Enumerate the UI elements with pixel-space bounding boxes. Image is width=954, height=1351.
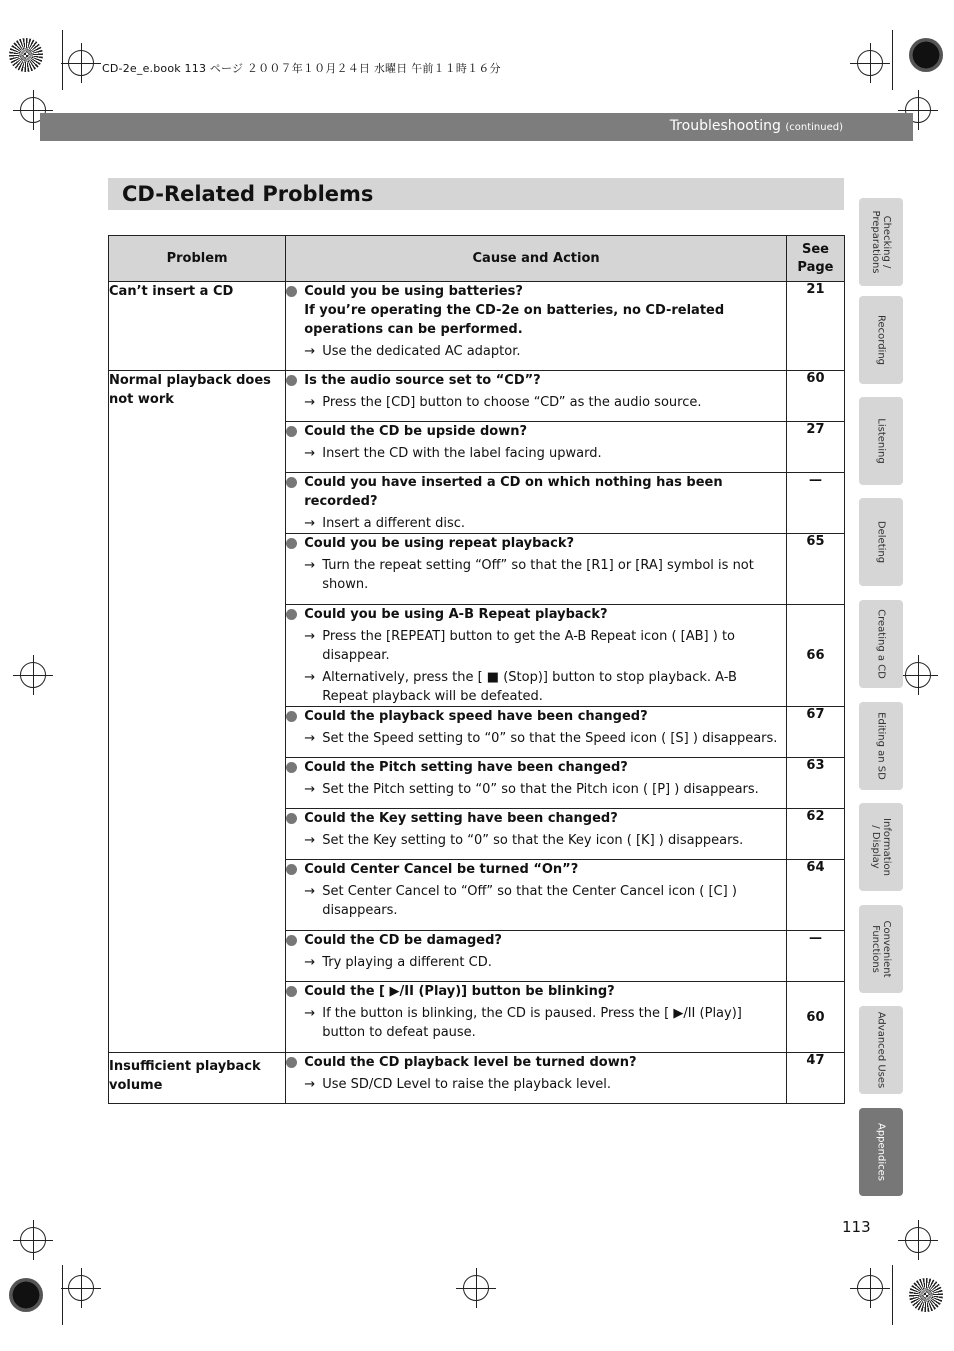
- section-title: CD-Related Problems: [108, 178, 844, 210]
- side-tab-appendices[interactable]: [859, 1108, 903, 1196]
- see-page-cell: 21: [786, 282, 844, 371]
- side-tab-label: Appendices: [875, 1122, 887, 1182]
- troubleshooting-table: [108, 235, 845, 1104]
- cause-action: → Insert a different disc.: [286, 514, 786, 533]
- problem-cell: Can’t insert a CD: [109, 282, 286, 371]
- cause-question: Could you be using repeat playback?: [286, 534, 786, 553]
- side-tab-editing-an-sd[interactable]: [859, 702, 903, 790]
- cause-cell: [286, 473, 787, 534]
- header-title: [670, 118, 843, 134]
- side-tab-label: Information / Display: [870, 818, 892, 876]
- problem-cell: Normal playback does not work: [109, 371, 286, 1053]
- crop-mark: [892, 1265, 893, 1325]
- see-page-cell: 47: [786, 1053, 844, 1104]
- registration-mark: [905, 1227, 931, 1253]
- cause-question: Could the CD playback level be turned down?: [286, 1053, 786, 1072]
- cause-action: → Try playing a different CD.: [286, 953, 786, 972]
- registration-wheel-bottom-right: [909, 1278, 943, 1312]
- registration-mark: [68, 1275, 94, 1301]
- registration-mark: [463, 1275, 489, 1301]
- see-page-cell: 65: [786, 534, 844, 605]
- side-tab-label: Creating a CD: [875, 609, 887, 679]
- side-tab-advanced-uses[interactable]: [859, 1006, 903, 1094]
- table-row: [109, 371, 845, 422]
- side-tab-label: Listening: [875, 418, 887, 464]
- side-tab-convenient-functions[interactable]: [859, 905, 903, 993]
- side-tab-recording[interactable]: [859, 296, 903, 384]
- cause-question: Could the [ ▶/II (Play)] button be blinking?: [286, 982, 786, 1001]
- see-page-cell: 66: [786, 605, 844, 707]
- column-header-cause: Cause and Action: [286, 236, 787, 282]
- cause-cell: [286, 422, 787, 473]
- see-page-cell: —: [786, 931, 844, 982]
- side-tab-label: Checking / Preparations: [870, 210, 892, 274]
- registration-mark: [905, 662, 931, 688]
- cause-cell: [286, 1053, 787, 1104]
- side-tab-label: Recording: [875, 314, 887, 366]
- side-tab-checking-preparations[interactable]: [859, 198, 903, 286]
- column-header-problem: Problem: [109, 236, 286, 282]
- see-page-cell: 62: [786, 809, 844, 860]
- registration-wheel-top-left: [9, 38, 43, 72]
- side-tab-creating-a-cd[interactable]: [859, 600, 903, 688]
- cause-action: → Set the Key setting to “0” so that the Key icon ( [K] ) disappears.: [286, 831, 786, 850]
- side-tab-listening[interactable]: [859, 397, 903, 485]
- cause-cell: [286, 758, 787, 809]
- cause-action: → Set the Speed setting to “0” so that the Speed icon ( [S] ) disappears.: [286, 729, 786, 748]
- registration-wheel-top-right: [909, 38, 943, 72]
- cause-action: → Press the [CD] button to choose “CD” as the audio source.: [286, 393, 786, 412]
- cause-action: → Press the [REPEAT] button to get the A-B Repeat icon ( [AB] ) to disappear.: [286, 627, 786, 665]
- see-page-cell: 67: [786, 707, 844, 758]
- cause-action: → Use the dedicated AC adaptor.: [286, 342, 786, 361]
- header-subtitle: (continued): [785, 122, 843, 133]
- cause-question: Is the audio source set to “CD”?: [286, 371, 786, 390]
- see-page-cell: 64: [786, 860, 844, 931]
- cause-cell: [286, 982, 787, 1053]
- cause-question: Could you have inserted a CD on which nothing has been recorded?: [286, 473, 786, 511]
- registration-mark: [68, 50, 94, 76]
- side-tab-label: Deleting: [875, 520, 887, 564]
- registration-mark: [857, 1275, 883, 1301]
- side-tab-deleting[interactable]: [859, 498, 903, 586]
- header-bar: [40, 113, 913, 141]
- page-number: 113: [842, 1218, 871, 1236]
- cause-action: → Set the Pitch setting to “0” so that the Pitch icon ( [P] ) disappears.: [286, 780, 786, 799]
- header-title-text: Troubleshooting: [669, 118, 781, 134]
- cause-cell: [286, 371, 787, 422]
- see-page-cell: —: [786, 473, 844, 534]
- cause-cell: [286, 534, 787, 605]
- crop-mark: [62, 1265, 63, 1325]
- cause-cell: [286, 282, 787, 371]
- see-page-cell: 60: [786, 982, 844, 1053]
- crop-mark: [892, 30, 893, 90]
- side-tab-information-display[interactable]: [859, 803, 903, 891]
- cause-action: → Set Center Cancel to “Off” so that the Center Cancel icon ( [C] ) disappears.: [286, 882, 786, 920]
- see-page-cell: 63: [786, 758, 844, 809]
- cause-action: → Alternatively, press the [ ■ (Stop)] button to stop playback. A-B Repeat playback will be defeated.: [286, 668, 786, 706]
- cause-cell: [286, 605, 787, 707]
- side-tab-label: Convenient Functions: [870, 920, 892, 978]
- print-info-line: CD-2e_e.book 113 ページ ２００７年１０月２４日 水曜日 午前１１時１６分: [102, 62, 501, 75]
- registration-mark: [857, 50, 883, 76]
- cause-action: → Use SD/CD Level to raise the playback level.: [286, 1075, 786, 1094]
- cause-question: Could the playback speed have been changed?: [286, 707, 786, 726]
- problem-cell: Insufficient playback volume: [109, 1053, 286, 1104]
- cause-question: Could the Key setting have been changed?: [286, 809, 786, 828]
- cause-cell: [286, 860, 787, 931]
- table-row: [109, 282, 845, 371]
- cause-cell: [286, 931, 787, 982]
- registration-mark: [20, 662, 46, 688]
- registration-wheel-bottom-left: [9, 1278, 43, 1312]
- cause-question: Could Center Cancel be turned “On”?: [286, 860, 786, 879]
- table-row: [109, 1053, 845, 1104]
- cause-action: → Turn the repeat setting “Off” so that the [R1] or [RA] symbol is not shown.: [286, 556, 786, 594]
- registration-mark: [20, 1227, 46, 1253]
- cause-question: Could the CD be damaged?: [286, 931, 786, 950]
- column-header-page: See Page: [786, 236, 844, 282]
- cause-question: Could the Pitch setting have been changed?: [286, 758, 786, 777]
- cause-action: → Insert the CD with the label facing upward.: [286, 444, 786, 463]
- cause-action: → If the button is blinking, the CD is paused. Press the [ ▶/II (Play)] button to defeat pause.: [286, 1004, 786, 1042]
- side-tab-label: Editing an SD: [875, 712, 887, 780]
- cause-question: Could the CD be upside down?: [286, 422, 786, 441]
- crop-mark: [62, 30, 63, 90]
- see-page-cell: 60: [786, 371, 844, 422]
- cause-detail: If you’re operating the CD-2e on batteries, no CD-related operations can be performed.: [304, 303, 725, 337]
- cause-question: Could you be using A-B Repeat playback?: [286, 605, 786, 624]
- cause-question: Could you be using batteries?: [286, 282, 786, 301]
- cause-cell: [286, 707, 787, 758]
- side-tab-label: Advanced Uses: [875, 1011, 887, 1089]
- see-page-cell: 27: [786, 422, 844, 473]
- cause-cell: [286, 809, 787, 860]
